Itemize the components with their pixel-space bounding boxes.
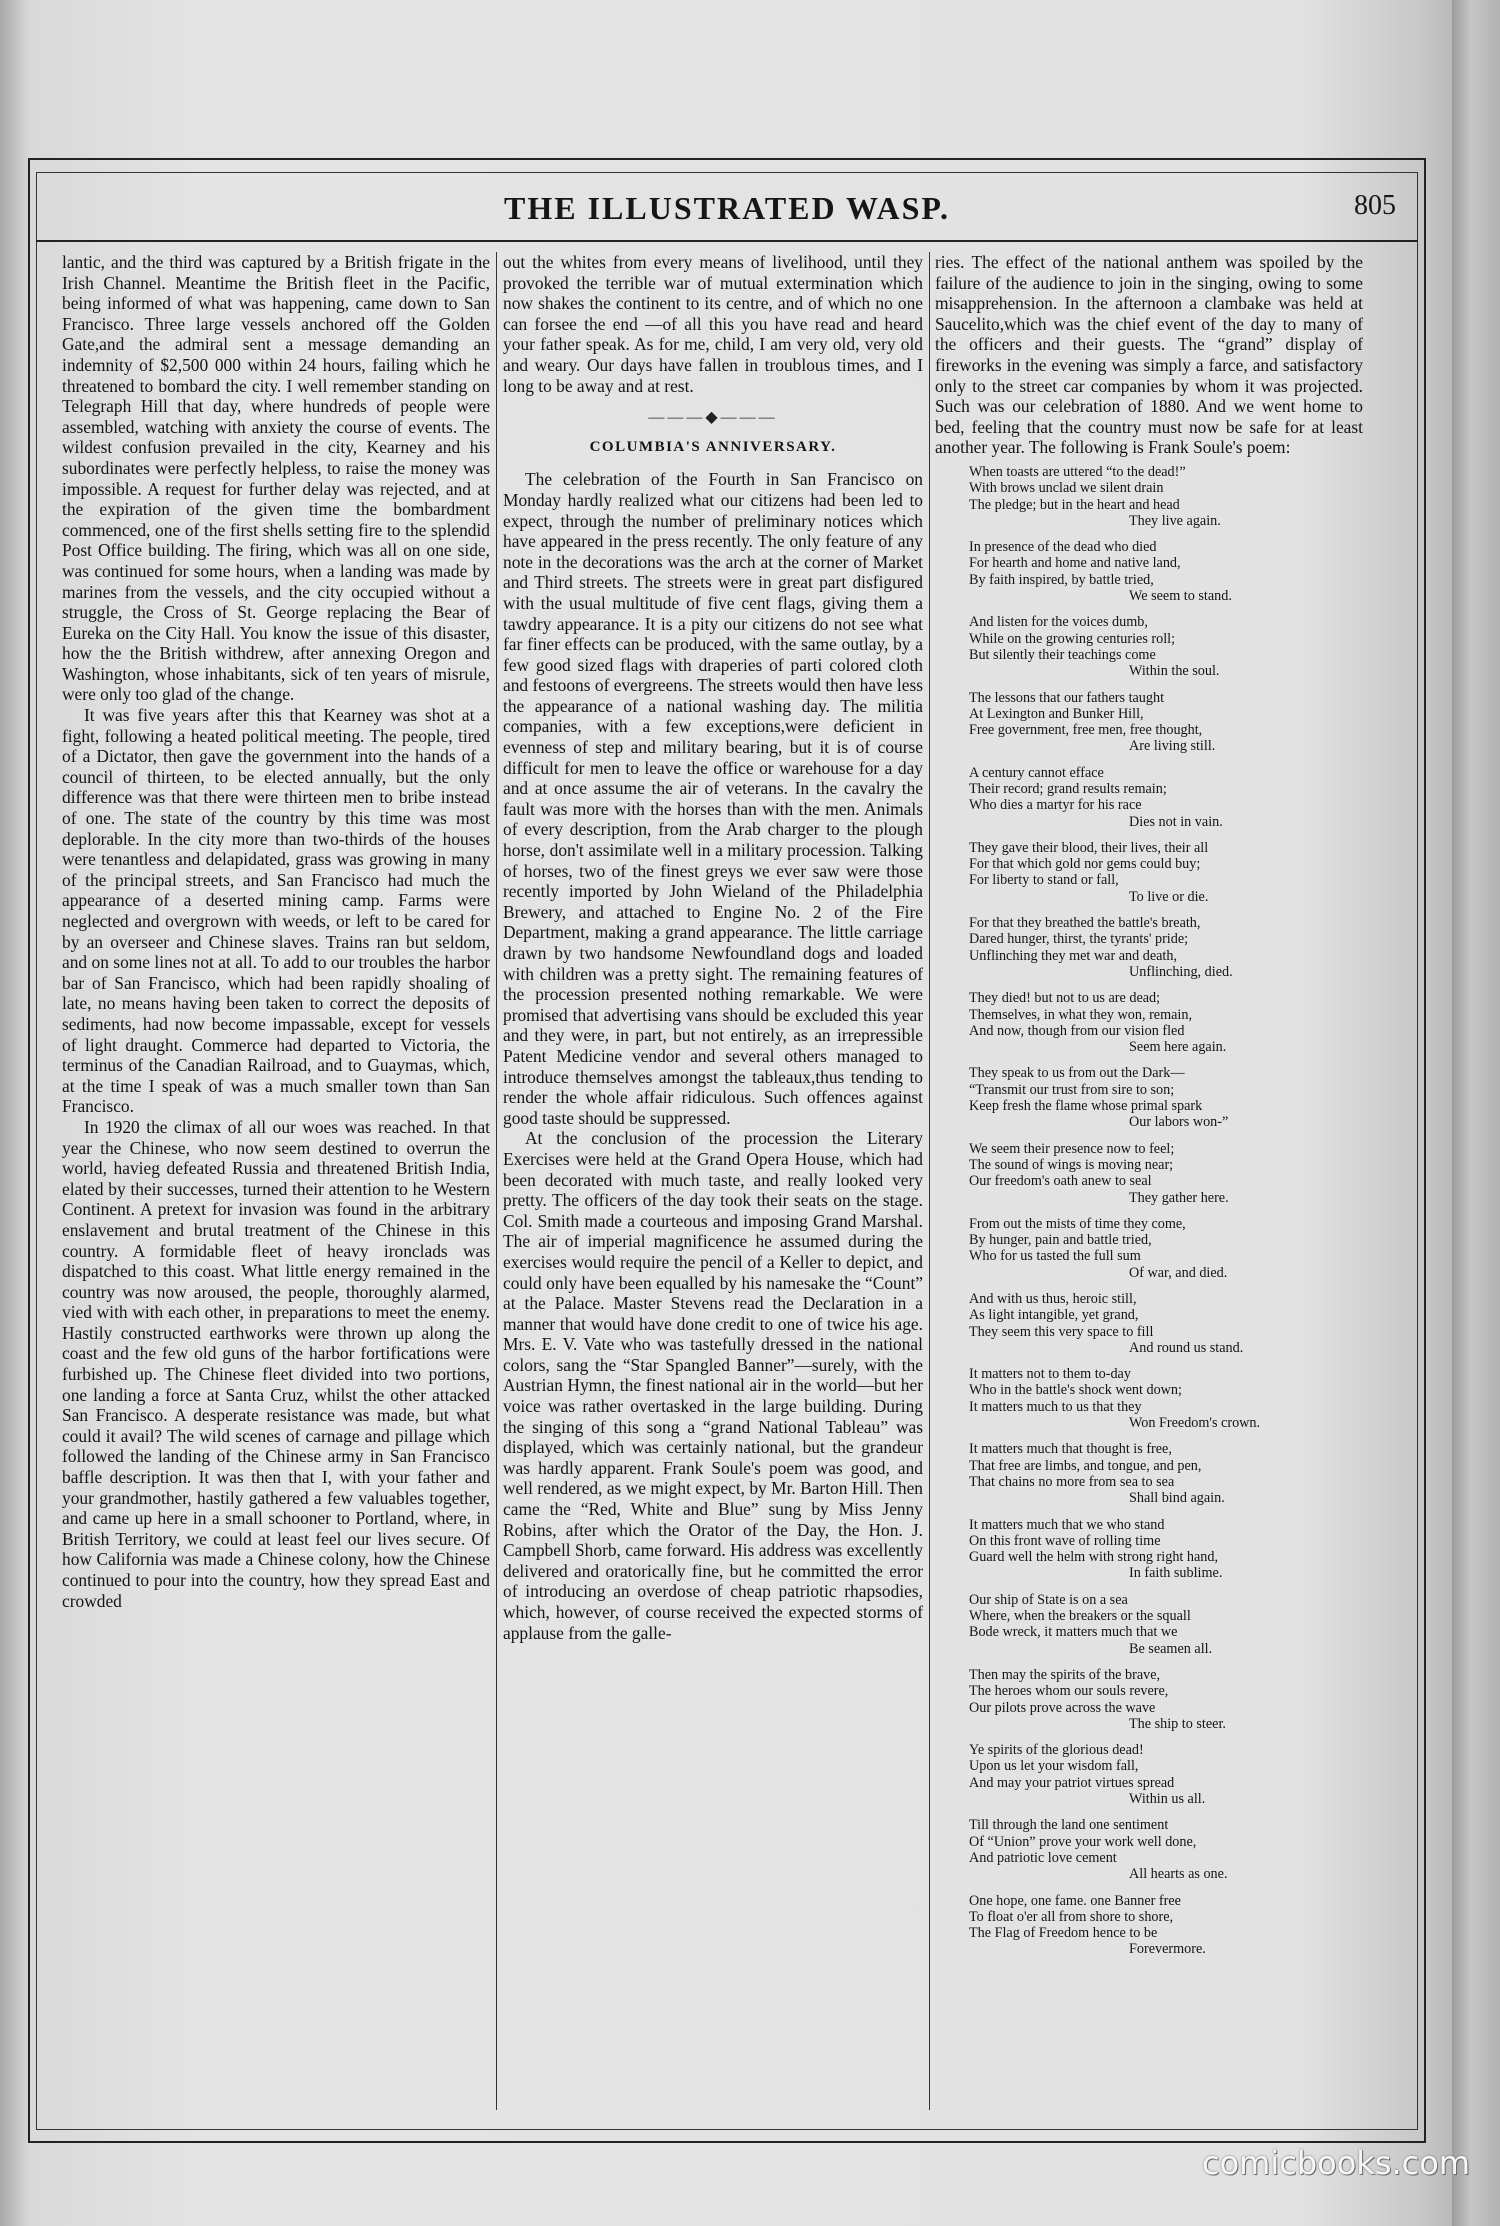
watermark: comicbooks.com [1201, 2144, 1470, 2182]
poem-stanza [969, 1893, 1363, 1958]
poem-stanza [969, 1366, 1363, 1431]
poem-line: To float o'er all from shore to shore, [969, 1908, 1174, 1925]
poem-stanza [969, 840, 1363, 905]
col1-paragraph: It was five years after this that Kearney was shot at a fight, following a heated political meeting. The people, tired of a Dictator, then gave the government into the hands of a council of thirteen, to be elected annually, but the only difference was that there were thirteen men to bribe instead of one. The state of the country by this time was most deplorable. In the city more than two-thirds of the houses were tenantless and delapidated, grass was growing in many of the principal streets, and San Francisco had much the appearance of a deserted mining camp. Farms were neglected and overgrown with weeds, or left to be cared for by an overseer and Chinese slaves. Trains ran but seldom, and on some lines not at all. To add to our troubles the harbor bar of San Francisco, which had been rapidly shoaling of late, no means having been taken to correct the deposits of sediments, had now become impassable, except for vessels of light draught. Commerce had departed to Victoria, the terminus of the Canadian Railroad, and to Guaymas, which, at the time I speak of was a much smaller town than San Francisco. [62, 705, 490, 1117]
poem-line: Our freedom's oath anew to seal [969, 1173, 1152, 1190]
column-divider-1 [496, 252, 497, 2110]
col2-paragraph: At the conclusion of the procession the Literary Exercises were held at the Grand Opera House, which had been decorated with much taste, and really looked very pretty. The officers of the day took their seats on the stage. Col. Smith made a courteous and imposing Grand Marshal. The air of imperial magnificence he assumed during the exercises would require the pencil of a Keller to depict, and could only have been equalled by his namesake the “Count” at the Palace. Master Stevens read the Declaration in a manner that would have done credit to one of twice his age. Mrs. E. V. Vate who was tastefully dressed in the national colors, sang the “Star Spangled Banner”—surely, with the Austrian Hymn, the finest national air in the world—but her voice was rather overtasked in the large building. During the singing of this song a “grand National Tableau” was displayed, which was certainly national, but the grandeur was hardly apparent. Frank Soule's poem was good, and well rendered, as we might expect, by Mr. Barton Hill. Then came the “Red, White and Blue” sung by Miss Jenny Robins, after which the Orator of the Day, the Hon. J. Campbell Shorb, came forward. His address was excellently delivered and oratorically fine, but he committed the error of introducing an overdose of cheap patriotic rhapsodies, which, however, of course received the expected storms of applause from the galle- [503, 1128, 923, 1643]
poem-stanza [969, 1742, 1363, 1807]
poem-line: They died! but not to us are dead; [969, 990, 1161, 1007]
poem-line: The pledge; but in the heart and head [969, 496, 1180, 513]
poem-line: And may your patriot virtues spread [969, 1774, 1175, 1791]
col2-paragraph: The celebration of the Fourth in San Francisco on Monday hardly realized what our citizens had been led to expect, through the number of preliminary notices which have appeared in the press recently. The only feature of any note in the decorations was the arch at the corner of Market and Third streets. The streets were in great part disfigured with the usual multitude of five cent flags, giving them a tawdry appearance. It is a pity our citizens do not see what far finer effects can be produced, with the same outlay, by a few good sized flags with draperies of parti colored cloth and festoons of evergreens. The streets would then have less the appearance of a national washing day. The militia companies, with a few exceptions,were deficient in evenness of step and military bearing, but it is of course difficult for men to leave the office or warehouse for a day and at once assume the air of veterans. In the cavalry the fault was more with the horses than with the men. Animals of every description, from the Arab charger to the plough horse, don't assimilate well in a military procession. Talking of horses, two of the finest greys we ever saw were those recently imported by John Wieland of the Philadelphia Brewery, and attached to Engine No. 2 of the Fire Department, making a grand appearance. The little carriage drawn by two handsome Newfoundland dogs and loaded with children was a pretty sight. The remaining features of the procession presented nothing remarkable. We were promised that advertising vans should be excluded this year and they were, in part, but not entirely, as an irrepressible Patent Medicine vendor and several others managed to introduce themselves amongst the tableaux,thus tending to render the whole affair ridiculous. Such offences against good taste should be suppressed. [503, 469, 923, 1128]
poem-line: Upon us let your wisdom fall, [969, 1758, 1139, 1775]
poem-stanza [969, 765, 1363, 830]
poem-stanza [969, 1291, 1363, 1356]
poem-line: Shall bind again. [1129, 1490, 1225, 1507]
col1-paragraph: In 1920 the climax of all our woes was reached. In that year the Chinese, who now seem destined to overrun the world, havieg defeated Russia and threatened British India, elated by their successes, turned their attention to he Western Continent. A pretext for invasion was found in the arbitrary enslavement and brutal treatment of the Chinese in this country. A formidable fleet of heavy ironclads was dispatched to this coast. What little energy remained in the country was now aroused, the people, thoroughly alarmed, vied with with each other, in preparations to meet the enemy. Hastily constructed earthworks were thrown up along the coast and the few old guns of the harbor fortifications were furbished up. The Chinese fleet divided into two portions, one landing a force at Santa Cruz, whilst the other attacked San Francisco. A desperate resistance was made, but what could it avail? The wild scenes of carnage and pillage which followed the landing of the Chinese army in San Francisco baffle description. It was then that I, with your father and your grandmother, hastily gathered a few valuables together, and came up here in a small schooner to Portland, where, in British Territory, we could at least feel our lives secure. Of how California was made a Chinese colony, how the Chinese continued to pour into the country, how they spread East and crowded [62, 1116, 490, 1611]
poem-line: For liberty to stand or fall, [969, 872, 1119, 889]
poem-line: Till through the land one sentiment [969, 1817, 1169, 1834]
poem-line: “Transmit our trust from sire to son; [969, 1081, 1175, 1098]
section-ornament: ———◆——— [648, 409, 778, 427]
poem-line: For hearth and home and native land, [969, 555, 1181, 572]
poem-line: It matters much that thought is free, [969, 1441, 1172, 1458]
poem-line: In faith sublime. [1129, 1565, 1223, 1582]
poem-line: Guard well the helm with strong right hand, [969, 1549, 1219, 1566]
poem-line: It matters much to us that they [969, 1398, 1142, 1415]
poem-line: On this front wave of rolling time [969, 1532, 1161, 1549]
poem-line: Ye spirits of the glorious dead! [969, 1742, 1144, 1759]
poem-line: They gather here. [1129, 1189, 1229, 1206]
column-2 [503, 252, 923, 2110]
poem-line: It matters not to them to-day [969, 1366, 1131, 1383]
poem-line: From out the mists of time they come, [969, 1215, 1186, 1232]
poem-line: Who dies a martyr for his race [969, 797, 1142, 814]
poem-stanza [969, 1441, 1363, 1506]
masthead-title: THE ILLUSTRATED WASP. [504, 190, 950, 226]
poem-line: Our labors won-” [1129, 1114, 1229, 1131]
poem-line: The heroes whom our souls revere, [969, 1683, 1169, 1700]
poem-line: Then may the spirits of the brave, [969, 1666, 1161, 1683]
poem-line: For that they breathed the battle's breath, [969, 915, 1201, 932]
poem-line: For that which gold nor gems could buy; [969, 856, 1201, 873]
poem-line: By faith inspired, by battle tried, [969, 571, 1154, 588]
poem-line: Be seamen all. [1129, 1640, 1213, 1657]
poem-line: Within the soul. [1129, 663, 1220, 680]
poem-line: At Lexington and Bunker Hill, [969, 705, 1144, 722]
poem-line: Their record; grand results remain; [969, 780, 1167, 797]
poem-line: Dared hunger, thirst, the tyrants' pride; [969, 931, 1189, 948]
poem-line: Our ship of State is on a sea [969, 1591, 1128, 1608]
poem-line: We seem to stand. [1129, 588, 1232, 605]
poem-stanza [969, 539, 1363, 604]
poem-stanza [969, 1817, 1363, 1882]
poem-line: With brows unclad we silent drain [969, 480, 1164, 497]
poem-stanza [969, 990, 1363, 1055]
poem-line: They live again. [1129, 512, 1221, 529]
poem [969, 464, 1363, 1958]
poem-line: Unflinching, died. [1129, 963, 1233, 980]
poem-stanza [969, 614, 1363, 679]
poem-line: They seem this very space to fill [969, 1323, 1154, 1340]
poem-stanza [969, 690, 1363, 755]
poem-line: Our pilots prove across the wave [969, 1699, 1156, 1716]
poem-line: Where, when the breakers or the squall [969, 1608, 1191, 1625]
poem-line: Of war, and died. [1129, 1264, 1228, 1281]
poem-line: And patriotic love cement [969, 1849, 1117, 1866]
col1-paragraph: lantic, and the third was captured by a British frigate in the Irish Channel. Meantime the British fleet in the Pacific, being informed of what was happening, came down to San Francisco. Three large vessels anchored off the Golden Gate,and the admiral sent a message demanding an indemnity of $2,500 000 within 24 hours, failing which he threatened to bombard the city. I well remember standing on Telegraph Hill that day, where hundreds of people were assembled, watching with anxiety the course of events. The wildest confusion prevailed in the city, Kearney and his subordinates were perfectly helpless, to raise the money was impossible. A request for further delay was rejected, and at the expiration of the given time the bombardment commenced, one of the first shells setting fire to the splendid Post Office building. The firing, which was all on one side, was continued for some hours, when a landing was made by marines from the vessels, and the city occupied without a struggle, the Cross of St. George replacing the Bear of Eureka on the City Hall. You know the issue of this disaster, how the the British withdrew, after annexing Oregon and Washington, whose inhabitants, sick of ten years of misrule, were only too glad of the change. [62, 252, 490, 705]
poem-line: Who for us tasted the full sum [969, 1248, 1141, 1265]
poem-line: That chains no more from sea to sea [969, 1473, 1175, 1490]
poem-stanza [969, 915, 1363, 980]
header-rule [36, 240, 1418, 242]
poem-line: By hunger, pain and battle tried, [969, 1232, 1152, 1249]
poem-line: Bode wreck, it matters much that we [969, 1624, 1178, 1641]
poem-stanza [969, 1065, 1363, 1130]
poem-line: One hope, one fame. one Banner free [969, 1892, 1181, 1909]
poem-line: As light intangible, yet grand, [969, 1307, 1139, 1324]
poem-stanza [969, 1667, 1363, 1732]
poem-line: And round us stand. [1129, 1339, 1244, 1356]
poem-line: The lessons that our fathers taught [969, 689, 1165, 706]
poem-line: They gave their blood, their lives, their all [969, 839, 1209, 856]
poem-line: Within us all. [1129, 1791, 1206, 1808]
poem-line: They speak to us from out the Dark— [969, 1065, 1185, 1082]
page-header [36, 190, 1418, 234]
poem-line: In presence of the dead who died [969, 539, 1157, 556]
poem-stanza [969, 1517, 1363, 1582]
poem-stanza [969, 1216, 1363, 1281]
poem-line: While on the growing centuries roll; [969, 630, 1176, 647]
poem-line: A century cannot efface [969, 764, 1104, 781]
poem-line: When toasts are uttered “to the dead!” [969, 463, 1186, 480]
poem-line: Dies not in vain. [1129, 813, 1223, 830]
poem-line: To live or die. [1129, 888, 1209, 905]
poem-line: Won Freedom's crown. [1129, 1415, 1261, 1432]
section-title: COLUMBIA'S ANNIVERSARY. [589, 438, 837, 455]
poem-line: The sound of wings is moving near; [969, 1156, 1174, 1173]
col3-intro: ries. The effect of the national anthem was spoiled by the failure of the audience to join in the singing, owing to some misapprehension. In the afternoon a clambake was held at Saucelito,which was the chief event of the day to many of the officers and their guests. The “grand” display of fireworks in the evening was simply a farce, and satisfactory only to the street car companies by whom it was projected. Such was our celebration of 1880. And we went home to bed, feeling that the country must now be safe for at least another year. The following is Frank Soule's poem: [935, 252, 1363, 458]
poem-line: And listen for the voices dumb, [969, 614, 1148, 631]
page-number: 805 [1354, 190, 1396, 221]
col2-intro: out the whites from every means of livelihood, until they provoked the terrible war of mutual extermination which now shakes the continent to its centre, and of which no one can forsee the end —of all this you have read and heard your father speak. As for me, child, I am very old, very old and weary. Our days have fallen in troublous times, and I long to be away and at rest. [503, 252, 923, 396]
poem-line: We seem their presence now to feel; [969, 1140, 1175, 1157]
poem-line: That free are limbs, and tongue, and pen, [969, 1457, 1202, 1474]
poem-line: The Flag of Freedom hence to be [969, 1925, 1158, 1942]
poem-line: And now, though from our vision fled [969, 1022, 1185, 1039]
poem-line: Of “Union” prove your work well done, [969, 1833, 1197, 1850]
poem-line: Forevermore. [1129, 1941, 1206, 1958]
poem-line: Keep fresh the flame whose primal spark [969, 1098, 1203, 1115]
poem-stanza [969, 1592, 1363, 1657]
poem-line: All hearts as one. [1129, 1866, 1228, 1883]
poem-line: Who in the battle's shock went down; [969, 1382, 1182, 1399]
poem-line: But silently their teachings come [969, 646, 1156, 663]
column-1 [62, 252, 490, 2110]
poem-line: Seem here again. [1129, 1039, 1227, 1056]
poem-line: Are living still. [1129, 738, 1216, 755]
poem-line: And with us thus, heroic still, [969, 1291, 1137, 1307]
poem-line: Unflinching they met war and death, [969, 947, 1178, 964]
poem-stanza [969, 464, 1363, 529]
binding-edge [1452, 0, 1500, 2226]
poem-line: It matters much that we who stand [969, 1516, 1165, 1533]
poem-line: Themselves, in what they won, remain, [969, 1006, 1193, 1023]
column-divider-2 [929, 252, 930, 2110]
poem-line: The ship to steer. [1129, 1715, 1226, 1732]
poem-line: Free government, free men, free thought, [969, 722, 1203, 739]
poem-stanza [969, 1141, 1363, 1206]
column-3 [935, 252, 1363, 2110]
